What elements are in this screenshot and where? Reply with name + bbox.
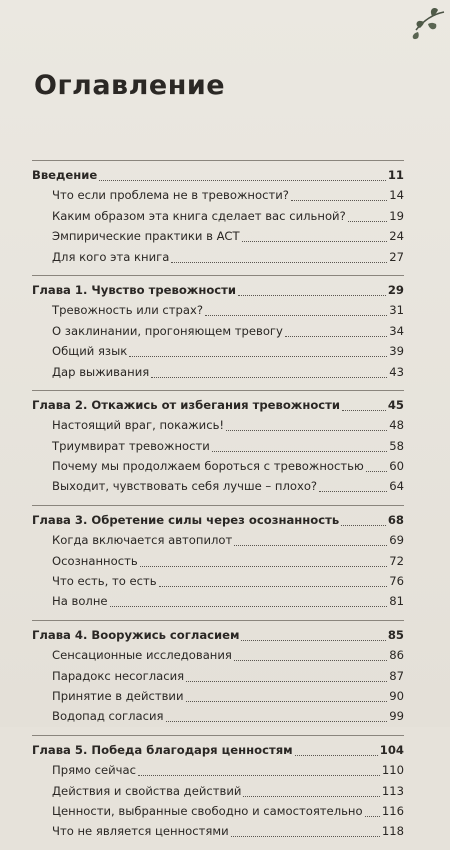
toc-subentry xyxy=(32,781,404,801)
toc-subentry-title: Каким образом эта книга сделает вас сильной? xyxy=(52,208,346,223)
toc-subentry-title: Дар выживания xyxy=(52,364,150,379)
toc-section xyxy=(32,735,404,842)
toc-subentry-page-number: 110 xyxy=(381,763,404,778)
toc-chapter-entry xyxy=(32,625,404,645)
toc-subentry xyxy=(32,185,404,205)
dot-leader xyxy=(205,306,387,316)
toc-subentry-title: Триумвират тревожности xyxy=(52,438,210,453)
toc-chapter-entry-page-number: 68 xyxy=(387,512,404,527)
toc-subentry-page-number: 76 xyxy=(389,574,404,589)
toc-chapter-entry-page-number: 11 xyxy=(387,168,404,182)
toc-subentry xyxy=(32,706,404,726)
dot-leader xyxy=(99,171,386,181)
dot-leader xyxy=(319,482,387,492)
dot-leader xyxy=(341,516,386,526)
toc-subentry-page-number: 87 xyxy=(389,668,404,683)
dot-leader xyxy=(226,421,387,431)
toc-section xyxy=(32,160,404,267)
toc-subentry xyxy=(32,666,404,686)
dot-leader xyxy=(159,577,388,587)
dot-leader xyxy=(110,597,388,607)
toc-subentry-page-number: 14 xyxy=(389,188,404,203)
toc-subentry xyxy=(32,341,404,361)
dot-leader xyxy=(241,631,385,641)
toc-subentry-page-number: 64 xyxy=(389,479,404,494)
toc-subentry xyxy=(32,415,404,435)
toc-subentry xyxy=(32,686,404,706)
dot-leader xyxy=(291,191,387,201)
toc-chapter-entry-title: Глава 1. Чувство тревожности xyxy=(32,282,237,297)
toc-subentry-title: Что не является ценностями xyxy=(52,824,229,839)
toc-subentry xyxy=(32,206,404,226)
toc-subentry-title: На волне xyxy=(52,594,108,609)
toc-chapter-entry-page-number: 29 xyxy=(387,282,404,297)
dot-leader xyxy=(186,692,388,702)
toc-chapter-entry-title: Глава 3. Обретение силы через осознанность xyxy=(32,512,340,527)
toc-subentry-title: Действия и свойства действий xyxy=(52,783,242,798)
toc-subentry-title: Парадокс несогласия xyxy=(52,668,185,683)
toc-subentry-page-number: 99 xyxy=(389,709,404,724)
toc-subentry-title: Прямо сейчас xyxy=(52,763,136,778)
toc-section xyxy=(32,275,404,382)
dot-leader xyxy=(138,766,380,776)
toc-subentry xyxy=(32,801,404,821)
dot-leader xyxy=(151,368,387,378)
toc-subentry-title: Настоящий враг, покажись! xyxy=(52,418,225,433)
toc-subentry xyxy=(32,436,404,456)
toc-subentry-title: Общий язык xyxy=(52,344,128,359)
toc-chapter-entry-title: Глава 4. Вооружись согласием xyxy=(32,627,240,642)
toc-subentry-title: Почему мы продолжаем бороться с тревожностью xyxy=(52,459,364,474)
toc-subentry-page-number: 116 xyxy=(381,803,404,818)
toc-chapter-entry-page-number: 85 xyxy=(387,627,404,642)
toc-chapter-entry-page-number: 45 xyxy=(387,397,404,412)
toc-subentry-title: Что есть, то есть xyxy=(52,574,157,589)
dot-leader xyxy=(238,286,386,296)
toc-subentry xyxy=(32,591,404,611)
toc-subentry-title: О заклинании, прогоняющем тревогу xyxy=(52,323,283,338)
toc-subentry-page-number: 34 xyxy=(389,323,404,338)
toc-subentry-page-number: 43 xyxy=(389,364,404,379)
toc-subentry-title: Что если проблема не в тревожности? xyxy=(52,188,289,203)
dot-leader xyxy=(231,827,380,837)
dot-leader xyxy=(342,401,386,411)
toc-subentry-title: Эмпирические практики в ACT xyxy=(52,229,240,244)
toc-subentry-title: Водопад согласия xyxy=(52,709,164,724)
toc-subentry-page-number: 69 xyxy=(389,533,404,548)
toc-subentry-title: Осознанность xyxy=(52,553,138,568)
toc-subentry xyxy=(32,571,404,591)
toc-section xyxy=(32,620,404,727)
toc-subentry-page-number: 72 xyxy=(389,553,404,568)
toc-subentry-page-number: 31 xyxy=(389,303,404,318)
toc-subentry xyxy=(32,226,404,246)
toc-subentry xyxy=(32,456,404,476)
toc-subentry xyxy=(32,645,404,665)
toc-chapter-entry xyxy=(32,740,404,760)
toc-subentry xyxy=(32,530,404,550)
toc-subentry-page-number: 58 xyxy=(389,438,404,453)
toc-chapter-entry xyxy=(32,395,404,415)
toc-subentry-title: Для кого эта книга xyxy=(52,249,170,264)
toc-subentry-page-number: 39 xyxy=(389,344,404,359)
page-title: Оглавление xyxy=(34,70,226,101)
toc-subentry-page-number: 24 xyxy=(389,229,404,244)
toc-subentry xyxy=(32,300,404,320)
dot-leader xyxy=(285,327,387,337)
toc-chapter-entry xyxy=(32,165,404,185)
toc-subentry-title: Ценности, выбранные свободно и самостоятельно xyxy=(52,803,363,818)
dot-leader xyxy=(366,462,388,472)
dot-leader xyxy=(129,347,387,357)
toc-subentry xyxy=(32,247,404,267)
table-of-contents xyxy=(32,160,404,850)
toc-subentry-page-number: 113 xyxy=(381,783,404,798)
toc-subentry-page-number: 48 xyxy=(389,418,404,433)
toc-subentry-page-number: 27 xyxy=(389,249,404,264)
toc-subentry-page-number: 19 xyxy=(389,208,404,223)
dot-leader xyxy=(234,536,387,546)
toc-subentry-page-number: 60 xyxy=(389,459,404,474)
toc-subentry-title: Принятие в действии xyxy=(52,688,184,703)
toc-chapter-entry-title: Глава 5. Победа благодаря ценностям xyxy=(32,742,293,757)
toc-subentry-page-number: 90 xyxy=(389,688,404,703)
toc-subentry xyxy=(32,551,404,571)
toc-subentry-page-number: 118 xyxy=(381,824,404,839)
toc-chapter-entry-title: Введение xyxy=(32,168,98,182)
toc-section xyxy=(32,390,404,497)
dot-leader xyxy=(166,712,388,722)
toc-subentry-title: Когда включается автопилот xyxy=(52,533,233,548)
toc-subentry xyxy=(32,476,404,496)
dot-leader xyxy=(186,672,387,682)
dot-leader xyxy=(140,557,388,567)
toc-chapter-entry-title: Глава 2. Откажись от избегания тревожности xyxy=(32,397,341,412)
toc-chapter-entry-page-number: 104 xyxy=(379,742,404,757)
toc-subentry-title: Сенсационные исследования xyxy=(52,648,232,663)
toc-subentry xyxy=(32,821,404,841)
dot-leader xyxy=(234,651,387,661)
leaf-ornament-icon xyxy=(398,4,446,52)
dot-leader xyxy=(365,807,380,817)
dot-leader xyxy=(295,746,378,756)
dot-leader xyxy=(171,253,387,263)
dot-leader xyxy=(242,232,388,242)
toc-subentry xyxy=(32,760,404,780)
dot-leader xyxy=(212,442,387,452)
toc-subentry xyxy=(32,321,404,341)
toc-subentry-title: Выходит, чувствовать себя лучше – плохо? xyxy=(52,479,318,494)
toc-subentry-page-number: 81 xyxy=(389,594,404,609)
dot-leader xyxy=(348,212,388,222)
toc-subentry-title: Тревожность или страх? xyxy=(52,303,204,318)
toc-section xyxy=(32,505,404,612)
dot-leader xyxy=(243,787,379,797)
toc-chapter-entry xyxy=(32,510,404,530)
toc-chapter-entry xyxy=(32,280,404,300)
toc-subentry xyxy=(32,362,404,382)
toc-subentry-page-number: 86 xyxy=(389,648,404,663)
